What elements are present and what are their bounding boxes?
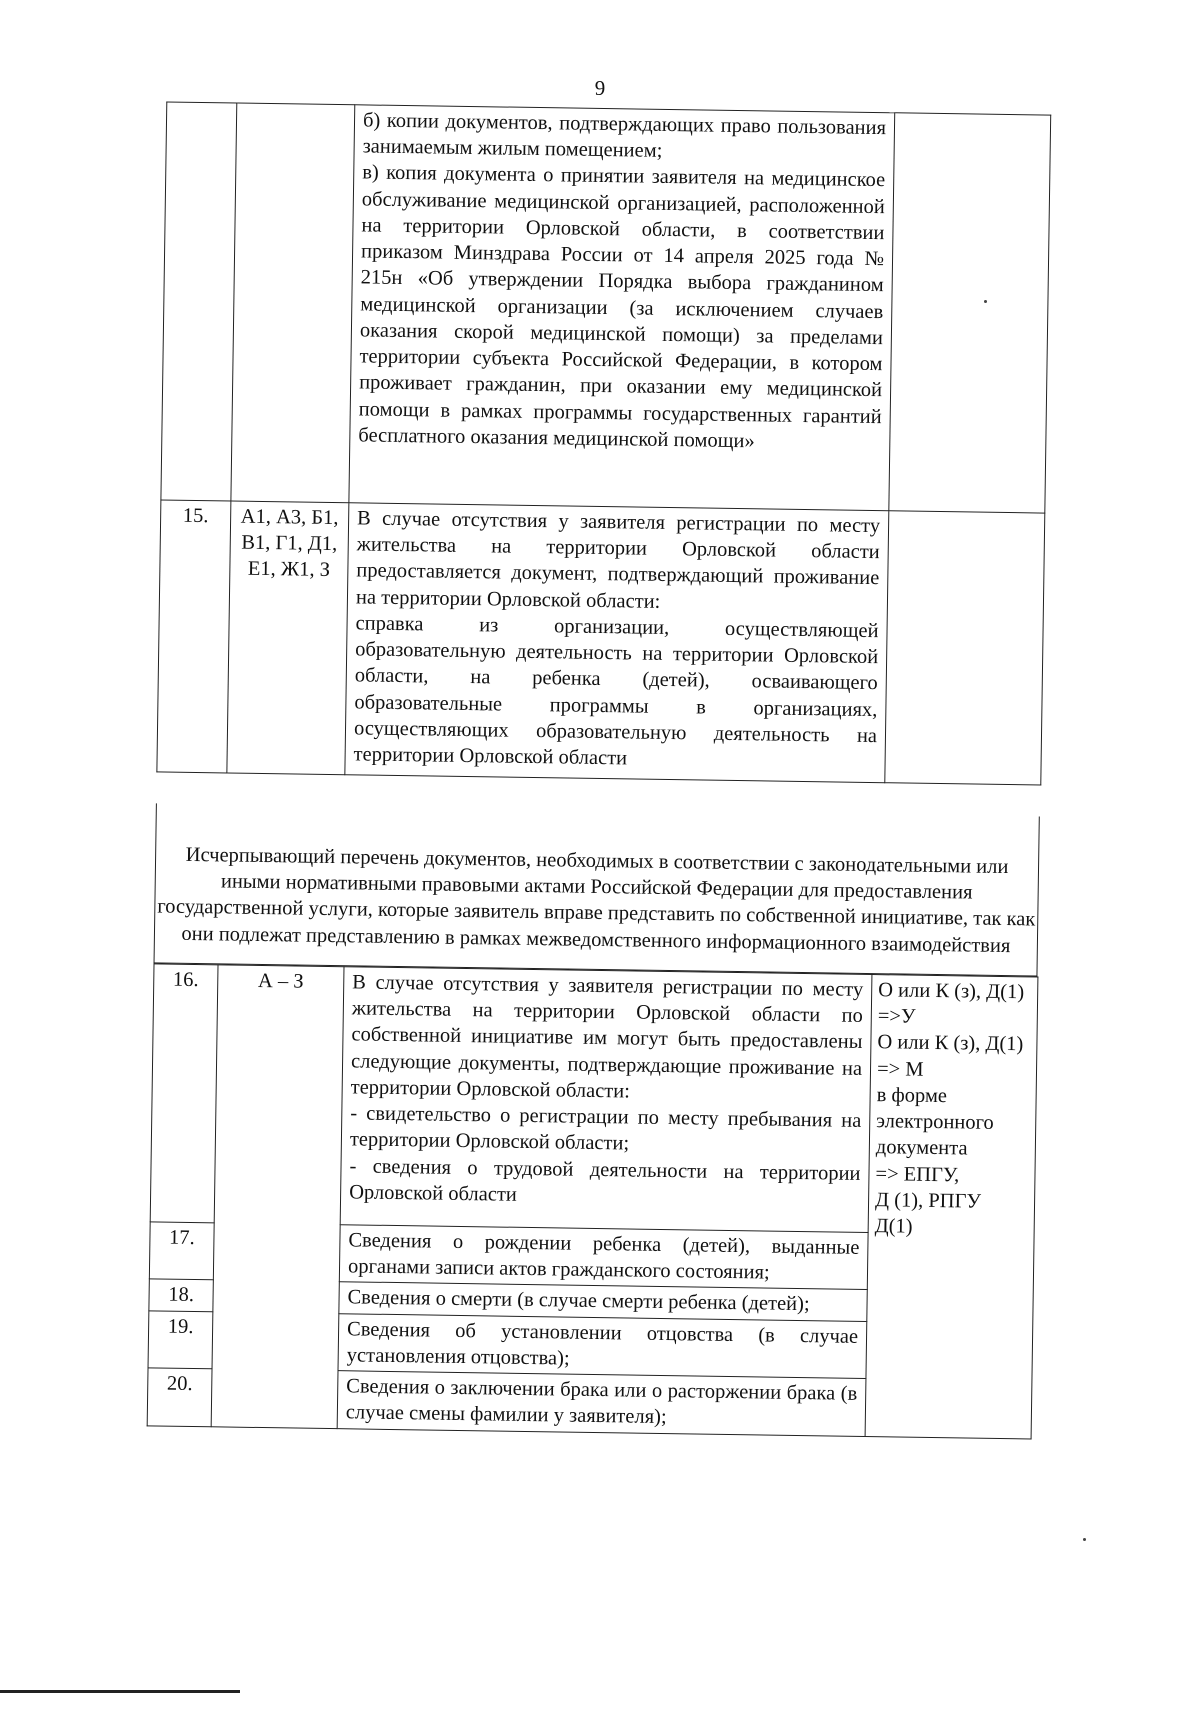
category-codes: А – З bbox=[211, 965, 344, 1428]
documents-table-lower bbox=[147, 963, 1039, 1439]
document-description: Сведения об установлении отцовства (в случае установления отцовства); bbox=[338, 1313, 867, 1378]
row-number: 16. bbox=[150, 964, 218, 1223]
scan-edge-line bbox=[0, 1690, 240, 1693]
section-heading: Исчерпывающий перечень документов, необходимых в соответствии с законодательными или иными нормативными правовыми актами Российской Федерации для предоставления государственной услуги, которые заявитель вправе представить по собственной инициативе, так как они подлежат представлению в рамках межведомственного информационного взаимодействия bbox=[154, 803, 1040, 976]
row-number-cell bbox=[161, 102, 237, 501]
document-description: Сведения о рождении ребенка (детей), выданные органами записи актов гражданского состояния; bbox=[339, 1225, 868, 1290]
table-row-16 bbox=[150, 964, 1038, 1235]
document-description: б) копии документов, подтверждающих право пользования занимаемым жилым помещением; в) копия документа о принятии заявителя на медицинское обслуживание медицинской организацией, расположенной на территории Орловской области, в соответствии приказом Минздрава России от 14 апреля 2025 года № 215н «Об утверждении Порядка выбора гражданином медицинской организации (за исключением случаев оказания скорой медицинской помощи) за пределами территории субъекта Российской Федерации, в котором проживает гражданин, при оказании ему медицинской помощи в рамках программы государственных гарантий бесплатного оказания медицинской помощи» bbox=[349, 105, 895, 511]
row-number: 20. bbox=[147, 1368, 212, 1426]
submission-method-cell bbox=[885, 511, 1045, 785]
submission-method: О или К (з), Д(1) =>У О или К (з), Д(1) => М в форме электронного документа => ЕПГУ, Д (1), РПГУ Д(1) bbox=[865, 975, 1038, 1439]
scan-speck bbox=[984, 300, 987, 303]
row-number: 18. bbox=[149, 1279, 213, 1311]
table-row-15 bbox=[157, 500, 1045, 785]
table-row-continuation bbox=[161, 102, 1051, 513]
document-description: Сведения о заключении брака или о расторжении брака (в случае смены фамилии у заявителя); bbox=[337, 1371, 866, 1436]
row-number: 19. bbox=[148, 1311, 213, 1369]
row-number: 15. bbox=[157, 500, 231, 773]
row-number: 17. bbox=[149, 1222, 214, 1280]
scan-speck bbox=[1083, 1538, 1086, 1541]
documents-table-upper bbox=[156, 101, 1051, 785]
document-description: В случае отсутствия у заявителя регистрации по месту жительства на территории Орловской области по собственной инициативе им могут быть предоставлены следующие документы, подтверждающие проживание на территории Орловской области: - свидетельство о регистрации по месту пребывания на территории Орловской области; - сведения о трудовой деятельности на территории Орловской области bbox=[340, 967, 872, 1233]
category-codes-cell bbox=[231, 103, 355, 503]
document-description: Сведения о смерти (в случае смерти ребенка (детей); bbox=[339, 1282, 867, 1321]
document-description: В случае отсутствия у заявителя регистрации по месту жительства на территории Орловской области предоставляется документ, подтверждающий проживание на территории Орловской области: справка из организации, осуществляющей образовательную деятельность на территории Орловской области, на ребенка (детей), осваивающего образовательные программы в организациях, осуществляющих образовательную деятельность на территории Орловской области bbox=[345, 503, 889, 783]
page-number: 9 bbox=[594, 76, 606, 100]
submission-method-cell bbox=[889, 113, 1051, 513]
category-codes: А1, А3, Б1, В1, Г1, Д1, Е1, Ж1, З bbox=[227, 501, 349, 775]
